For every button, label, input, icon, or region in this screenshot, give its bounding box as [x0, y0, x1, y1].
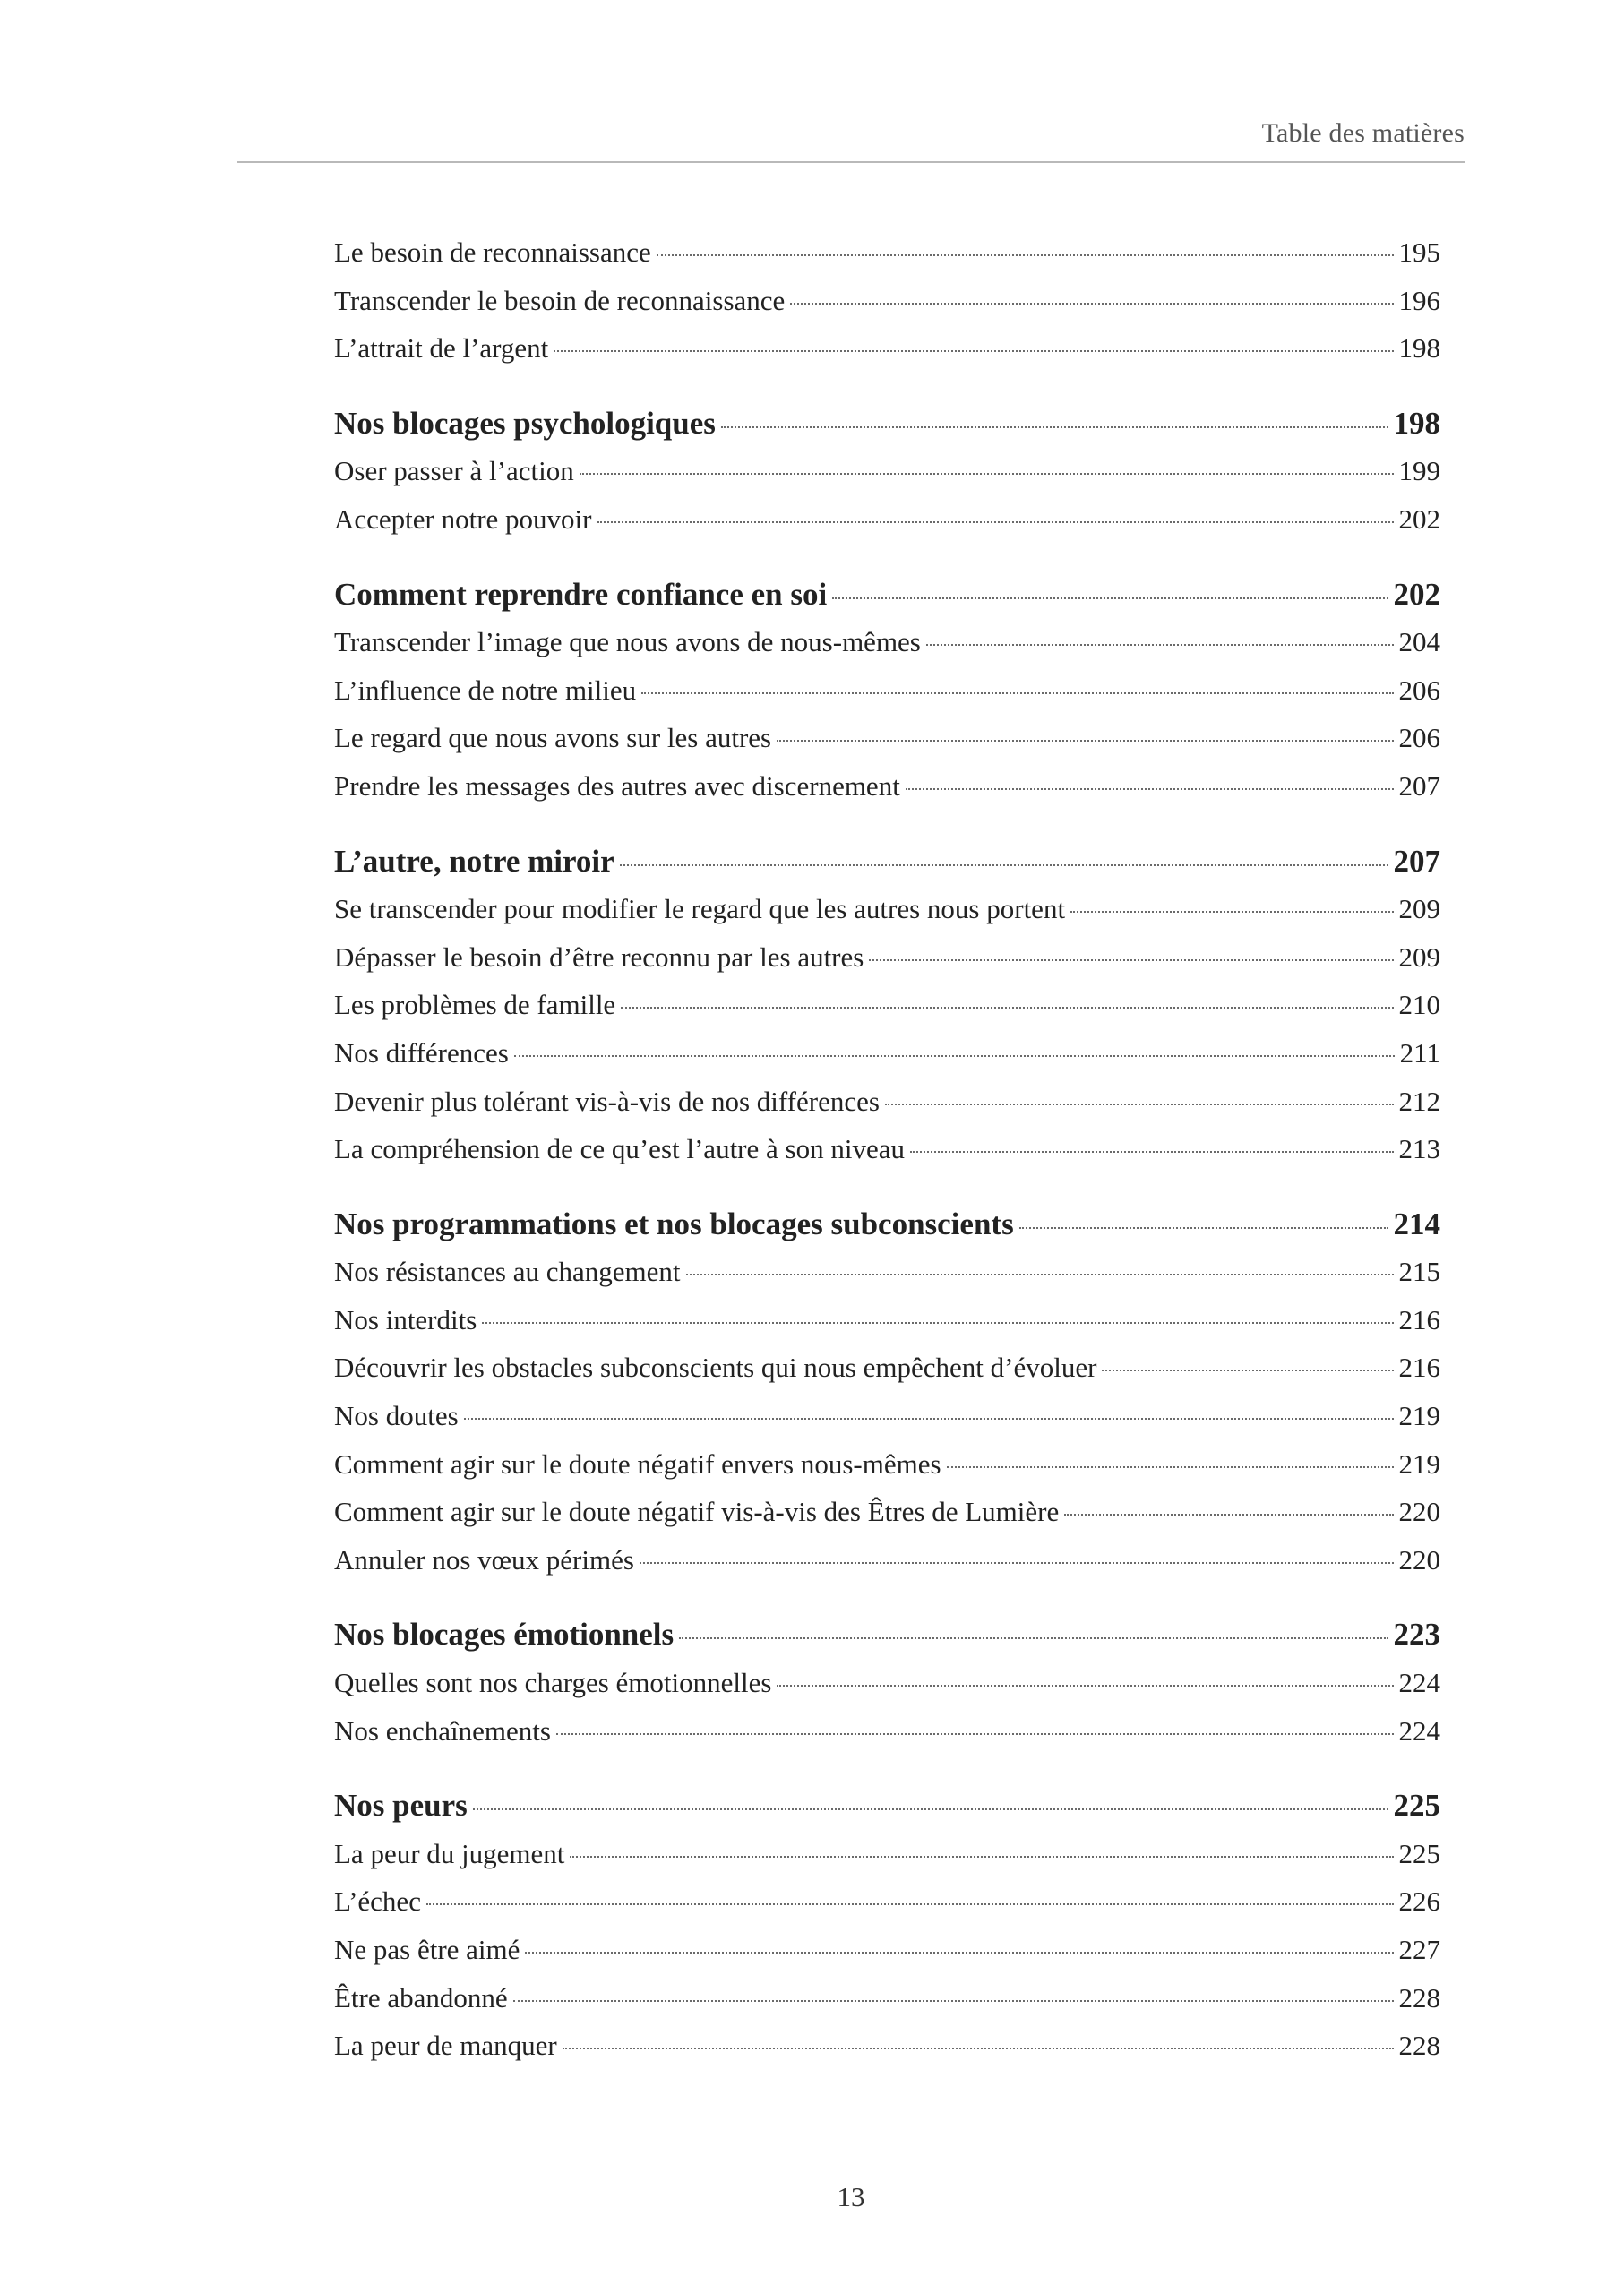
toc-entry-title: Nos enchaînements	[334, 1714, 551, 1747]
toc-entry-page: 220	[1398, 1496, 1440, 1528]
toc-entry-title: Le besoin de reconnaissance	[334, 236, 651, 268]
toc-entry-page: 216	[1398, 1352, 1440, 1384]
toc-entry-title: Accepter notre pouvoir	[334, 502, 592, 535]
toc-section-entry	[334, 1659, 1440, 1707]
toc-entry-page: 198	[1393, 405, 1440, 441]
running-header: Table des matières	[1261, 118, 1465, 148]
toc-section-entry	[334, 1440, 1440, 1489]
toc-entry-page: 225	[1398, 1837, 1440, 1869]
dot-leader	[563, 2048, 1394, 2049]
dot-leader	[910, 1151, 1394, 1153]
toc-entry-title: La compréhension de ce qu’est l’autre à son niveau	[334, 1133, 905, 1165]
table-of-contents	[334, 228, 1440, 2070]
toc-chapter-entry	[334, 1782, 1440, 1830]
dot-leader	[514, 1055, 1395, 1057]
toc-entry-page: 213	[1398, 1133, 1440, 1165]
toc-section-entry	[334, 981, 1440, 1029]
dot-leader	[513, 2000, 1394, 2002]
toc-entry-page: 220	[1398, 1543, 1440, 1576]
toc-entry-title: L’échec	[334, 1885, 421, 1918]
toc-section-entry	[334, 1078, 1440, 1126]
toc-section-entry	[334, 762, 1440, 811]
toc-entry-page: 207	[1393, 843, 1440, 879]
toc-entry-page: 202	[1393, 576, 1440, 612]
dot-leader	[926, 644, 1394, 646]
toc-entry-page: 216	[1398, 1303, 1440, 1335]
toc-entry-page: 214	[1393, 1206, 1440, 1241]
toc-section-entry	[334, 1344, 1440, 1392]
toc-section-entry	[334, 1296, 1440, 1344]
dot-leader	[641, 692, 1393, 694]
toc-entry-page: 224	[1398, 1667, 1440, 1699]
dot-leader	[777, 1685, 1393, 1687]
toc-section-entry	[334, 228, 1440, 277]
toc-section-entry	[334, 618, 1440, 666]
toc-entry-title: Être abandonné	[334, 1981, 508, 2014]
toc-chapter-entry	[334, 1200, 1440, 1249]
toc-entry-page: 202	[1398, 502, 1440, 535]
toc-section-entry	[334, 1707, 1440, 1756]
toc-entry-page: 228	[1398, 2030, 1440, 2062]
toc-section-entry	[334, 2022, 1440, 2070]
dot-leader	[525, 1952, 1393, 1954]
header-divider	[237, 161, 1465, 163]
toc-section-entry	[334, 1877, 1440, 1926]
dot-leader	[947, 1466, 1394, 1468]
dot-leader	[621, 1007, 1393, 1009]
toc-entry-title: Nos interdits	[334, 1303, 477, 1335]
dot-leader	[556, 1733, 1394, 1735]
toc-chapter-entry	[334, 571, 1440, 619]
toc-entry-title: Nos blocages psychologiques	[334, 405, 716, 441]
dot-leader	[869, 959, 1393, 961]
toc-entry-title: Se transcender pour modifier le regard que les autres nous portent	[334, 893, 1066, 925]
toc-entry-page: 209	[1398, 893, 1440, 925]
toc-entry-title: L’attrait de l’argent	[334, 332, 549, 365]
toc-entry-page: 209	[1398, 940, 1440, 973]
toc-section-entry	[334, 885, 1440, 933]
toc-entry-page: 206	[1398, 722, 1440, 754]
toc-entry-title: Ne pas être aimé	[334, 1934, 520, 1965]
toc-entry-page: 219	[1398, 1400, 1440, 1432]
dot-leader	[885, 1104, 1394, 1105]
toc-entry-page: 199	[1398, 455, 1440, 487]
dot-leader	[640, 1562, 1394, 1564]
toc-section-entry	[334, 277, 1440, 325]
toc-entry-title: Transcender le besoin de reconnaissance	[334, 284, 786, 316]
toc-entry-page: 206	[1398, 674, 1440, 706]
toc-entry-title: Nos résistances au changement	[334, 1256, 681, 1288]
toc-entry-title: Transcender l’image que nous avons de nous-mêmes	[334, 626, 921, 658]
dot-leader	[906, 788, 1394, 790]
toc-section-entry	[334, 1488, 1440, 1536]
toc-entry-title: Comment agir sur le doute négatif envers nous-mêmes	[334, 1447, 941, 1480]
toc-entry-title: La peur de manquer	[334, 2030, 557, 2062]
toc-entry-page: 196	[1398, 284, 1440, 316]
dot-leader	[597, 521, 1394, 523]
toc-section-entry	[334, 666, 1440, 715]
dot-leader	[1102, 1370, 1393, 1371]
toc-entry-page: 211	[1399, 1036, 1440, 1069]
dot-leader	[482, 1322, 1393, 1324]
toc-entry-page: 219	[1398, 1447, 1440, 1480]
dot-leader	[832, 597, 1388, 599]
toc-chapter-entry	[334, 1610, 1440, 1659]
toc-section-entry	[334, 495, 1440, 544]
toc-entry-title: Les problèmes de famille	[334, 989, 616, 1021]
dot-leader	[686, 1274, 1394, 1275]
toc-entry-title: L’autre, notre miroir	[334, 843, 614, 879]
toc-section-entry	[334, 1536, 1440, 1584]
dot-leader	[554, 350, 1393, 352]
toc-entry-title: Dépasser le besoin d’être reconnu par les autres	[334, 940, 864, 973]
toc-entry-page: 195	[1398, 236, 1440, 268]
dot-leader	[777, 740, 1393, 742]
dot-leader	[790, 303, 1393, 305]
dot-leader	[1070, 911, 1393, 913]
toc-entry-page: 227	[1398, 1934, 1440, 1965]
toc-section-entry	[334, 324, 1440, 373]
toc-entry-title: Comment reprendre confiance en soi	[334, 576, 828, 612]
toc-entry-page: 225	[1393, 1788, 1440, 1824]
toc-section-entry	[334, 933, 1440, 982]
toc-section-entry	[334, 1830, 1440, 1878]
dot-leader	[464, 1418, 1394, 1420]
toc-entry-title: Quelles sont nos charges émotionnelles	[334, 1667, 772, 1699]
toc-entry-title: Nos différences	[334, 1036, 509, 1069]
toc-entry-page: 215	[1398, 1256, 1440, 1288]
toc-section-entry	[334, 447, 1440, 495]
toc-entry-title: Nos programmations et nos blocages subconscients	[334, 1206, 1014, 1241]
toc-entry-page: 224	[1398, 1714, 1440, 1747]
toc-entry-page: 226	[1398, 1885, 1440, 1918]
toc-entry-page: 223	[1393, 1617, 1440, 1653]
dot-leader	[620, 864, 1388, 866]
toc-section-entry	[334, 1392, 1440, 1440]
toc-section-entry	[334, 714, 1440, 762]
dot-leader	[473, 1808, 1388, 1810]
dot-leader	[580, 473, 1394, 475]
toc-entry-title: Nos peurs	[334, 1788, 468, 1824]
toc-entry-title: Devenir plus tolérant vis-à-vis de nos différences	[334, 1085, 880, 1117]
toc-entry-page: 204	[1398, 626, 1440, 658]
toc-entry-page: 207	[1398, 769, 1440, 802]
toc-entry-title: Oser passer à l’action	[334, 455, 574, 487]
dot-leader	[426, 1903, 1394, 1905]
toc-entry-title: Prendre les messages des autres avec discernement	[334, 769, 900, 802]
dot-leader	[1064, 1514, 1393, 1516]
toc-entry-title: Le regard que nous avons sur les autres	[334, 722, 772, 754]
toc-entry-page: 210	[1398, 989, 1440, 1021]
toc-entry-title: Comment agir sur le doute négatif vis-à-vis des Êtres de Lumière	[334, 1496, 1060, 1528]
toc-entry-page: 228	[1398, 1981, 1440, 2014]
toc-entry-title: Annuler nos vœux périmés	[334, 1543, 634, 1576]
toc-entry-page: 212	[1398, 1085, 1440, 1117]
toc-entry-title: Nos blocages émotionnels	[334, 1617, 675, 1653]
toc-entry-title: La peur du jugement	[334, 1837, 565, 1869]
toc-entry-title: Découvrir les obstacles subconscients qui nous empêchent d’évoluer	[334, 1352, 1097, 1384]
dot-leader	[657, 254, 1394, 256]
toc-section-entry	[334, 1248, 1440, 1296]
dot-leader	[1019, 1227, 1388, 1229]
toc-entry-title: Nos doutes	[334, 1400, 459, 1432]
toc-chapter-entry	[334, 399, 1440, 448]
page-number: 13	[837, 2181, 865, 2212]
toc-entry-title: L’influence de notre milieu	[334, 674, 637, 706]
toc-entry-page: 198	[1398, 332, 1440, 365]
toc-section-entry	[334, 1926, 1440, 1974]
dot-leader	[679, 1637, 1388, 1639]
toc-chapter-entry	[334, 837, 1440, 886]
toc-section-entry	[334, 1125, 1440, 1173]
dot-leader	[721, 426, 1388, 428]
toc-section-entry	[334, 1974, 1440, 2022]
toc-section-entry	[334, 1029, 1440, 1078]
dot-leader	[570, 1856, 1393, 1858]
